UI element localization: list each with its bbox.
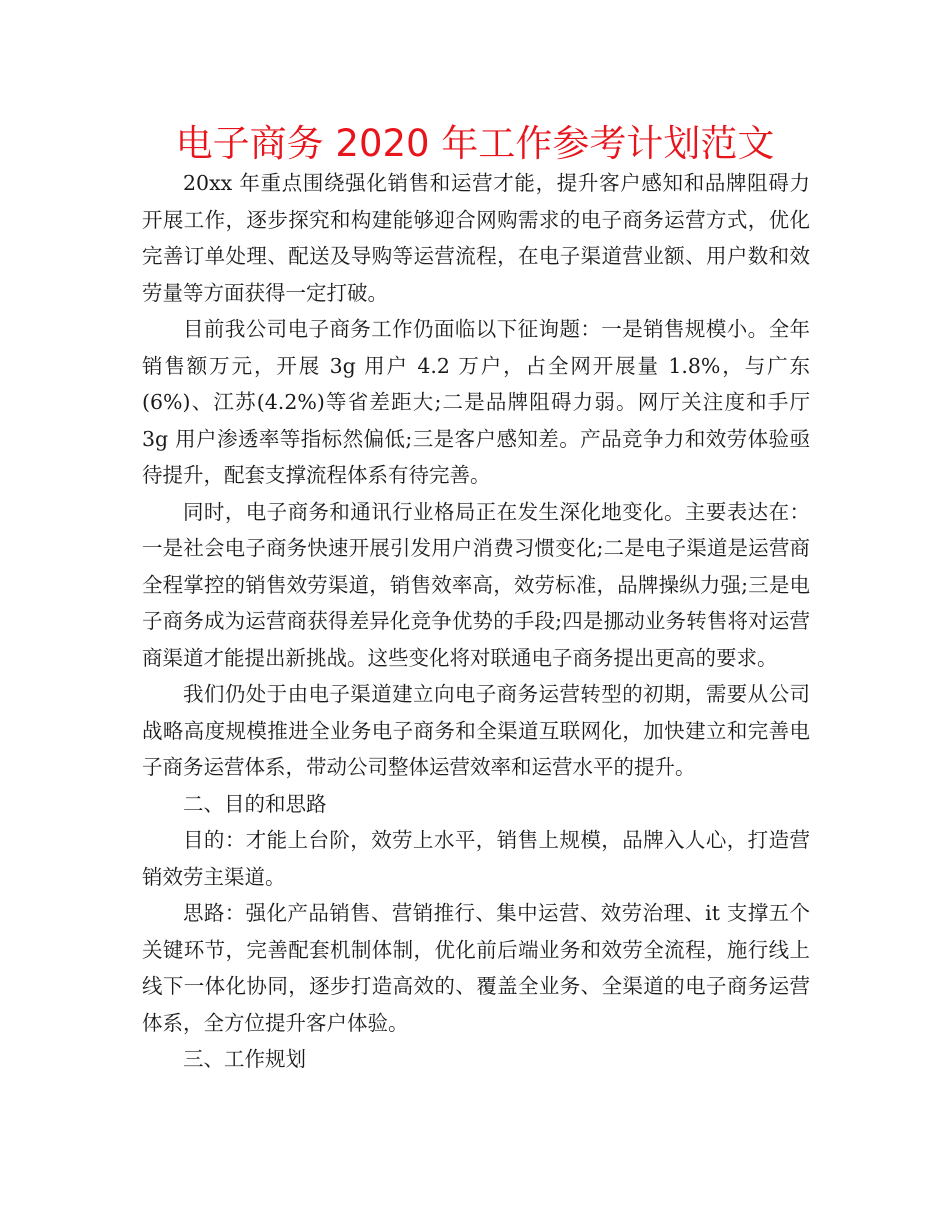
paragraph-transition: 我们仍处于由电子渠道建立向电子商务运营转型的初期，需要从公司战略高度规模推进全业务电子商务和全渠道互联网化，加快建立和完善电子商务运营体系，带动公司整体运营效率和运营水平的提升。 (142, 682, 810, 779)
document-body (142, 165, 810, 1078)
paragraph-problems: 目前我公司电子商务工作仍面临以下征询题：一是销售规模小。全年销售额万元，开展 3g 用户 4.2 万户，占全网开展量 1.8%，与广东(6%)、江苏(4.2%)等省差距大;二是品牌阻碍力弱。网厅关注度和手厅 3g 用户渗透率等指标然偏低;三是客户感知差。产品竞争力和效劳体验亟待提升，配套支撑流程体系有待完善。 (142, 317, 810, 487)
paragraph-approach: 思路：强化产品销售、营销推行、集中运营、效劳治理、it 支撑五个关键环节，完善配套机制体制，优化前后端业务和效劳全流程，施行线上线下一体化协同，逐步打造高效的、覆盖全业务、全渠道的电子商务运营体系，全方位提升客户体验。 (142, 901, 810, 1035)
section-heading-plan: 三、工作规划 (183, 1047, 306, 1071)
paragraph-intro: 20xx 年重点围绕强化销售和运营才能，提升客户感知和品牌阻碍力开展工作，逐步探究和构建能够迎合网购需求的电子商务运营方式，优化完善订单处理、配送及导购等运营流程，在电子渠道营业额、用户数和效劳量等方面获得一定打破。 (142, 171, 810, 305)
document-title: 电子商务 2020 年工作参考计划范文 (175, 122, 775, 165)
paragraph-goal: 目的：才能上台阶，效劳上水平，销售上规模，品牌入人心，打造营销效劳主渠道。 (142, 828, 810, 889)
section-heading-goals: 二、目的和思路 (183, 791, 327, 816)
paragraph-industry-changes: 同时，电子商务和通讯行业格局正在发生深化地变化。主要表达在：一是社会电子商务快速开展引发用户消费习惯变化;二是电子渠道是运营商全程掌控的销售效劳渠道，销售效率高，效劳标准，品牌操纵力强;三是电子商务成为运营商获得差异化竞争优势的手段;四是挪动业务转售将对运营商渠道才能提出新挑战。这些变化将对联通电子商务提出更高的要求。 (142, 499, 810, 670)
